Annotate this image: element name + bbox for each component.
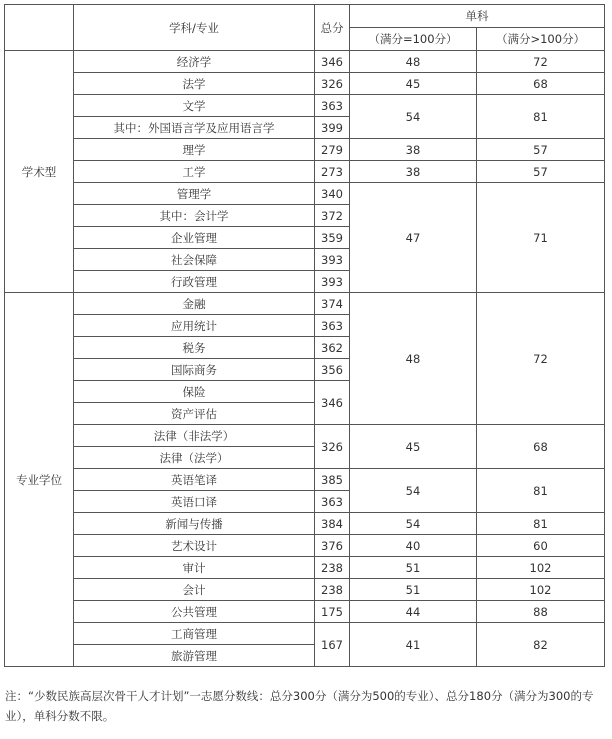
total-cell: 393: [315, 249, 350, 271]
table-row: [5, 557, 605, 579]
subject-cell: 企业管理: [74, 227, 315, 249]
subject-cell: 理学: [74, 139, 315, 161]
singlegt100-cell: 102: [477, 579, 605, 601]
table-row: [5, 183, 605, 205]
subject-cell: 国际商务: [74, 359, 315, 381]
subject-cell: 其中：会计学: [74, 205, 315, 227]
total-cell: 356: [315, 359, 350, 381]
subject-cell: 英语口译: [74, 491, 315, 513]
subject-cell: 审计: [74, 557, 315, 579]
single100-cell: 38: [350, 161, 477, 183]
total-cell: 363: [315, 491, 350, 513]
header-total: 总分: [315, 5, 350, 51]
footnote: 注：“少数民族高层次骨干人才计划”一志愿分数线：总分300分（满分为500的专业）、总分180分（满分为300的专业），单科分数不限。: [5, 689, 594, 723]
single100-cell: 41: [350, 623, 477, 667]
single100-cell: 44: [350, 601, 477, 623]
total-cell: 363: [315, 315, 350, 337]
single100-cell: 45: [350, 73, 477, 95]
singlegt100-cell: 57: [477, 161, 605, 183]
total-cell: 326: [315, 425, 350, 469]
total-cell: 359: [315, 227, 350, 249]
single100-cell: 51: [350, 557, 477, 579]
total-cell: 363: [315, 95, 350, 117]
single100-cell: 48: [350, 293, 477, 425]
subject-cell: 法学: [74, 73, 315, 95]
subject-cell: 公共管理: [74, 601, 315, 623]
subject-cell: 法律（非法学）: [74, 425, 315, 447]
subject-cell: 管理学: [74, 183, 315, 205]
total-cell: 238: [315, 557, 350, 579]
subject-cell: 应用统计: [74, 315, 315, 337]
singlegt100-cell: 57: [477, 139, 605, 161]
subject-cell: 法律（法学）: [74, 447, 315, 469]
total-cell: 175: [315, 601, 350, 623]
header-single: 单科: [350, 5, 605, 28]
total-cell: 346: [315, 51, 350, 73]
single100-cell: 45: [350, 425, 477, 469]
table-row: [5, 623, 605, 645]
total-cell: 346: [315, 381, 350, 425]
subject-cell: 文学: [74, 95, 315, 117]
singlegt100-cell: 72: [477, 293, 605, 425]
subject-cell: 艺术设计: [74, 535, 315, 557]
header-single-100: （满分=100分）: [350, 28, 477, 51]
total-cell: 385: [315, 469, 350, 491]
singlegt100-cell: 88: [477, 601, 605, 623]
singlegt100-cell: 60: [477, 535, 605, 557]
singlegt100-cell: 81: [477, 469, 605, 513]
table-row: [5, 425, 605, 447]
total-cell: 399: [315, 117, 350, 139]
total-cell: 279: [315, 139, 350, 161]
single100-cell: 48: [350, 51, 477, 73]
subject-cell: 资产评估: [74, 403, 315, 425]
total-cell: 167: [315, 623, 350, 667]
single100-cell: 51: [350, 579, 477, 601]
subject-cell: 行政管理: [74, 271, 315, 293]
subject-cell: 保险: [74, 381, 315, 403]
subject-cell: 工商管理: [74, 623, 315, 645]
header-subject: 学科/专业: [74, 5, 315, 51]
total-cell: 273: [315, 161, 350, 183]
table-row: [5, 535, 605, 557]
subject-cell: 英语笔译: [74, 469, 315, 491]
total-cell: 384: [315, 513, 350, 535]
total-cell: 374: [315, 293, 350, 315]
single100-cell: 54: [350, 469, 477, 513]
score-table: [4, 4, 605, 667]
subject-cell: 税务: [74, 337, 315, 359]
subject-cell: 其中：外国语言学及应用语言学: [74, 117, 315, 139]
single100-cell: 47: [350, 183, 477, 293]
table-row: [5, 51, 605, 73]
table-row: [5, 469, 605, 491]
single100-cell: 38: [350, 139, 477, 161]
single100-cell: 54: [350, 513, 477, 535]
single100-cell: 54: [350, 95, 477, 139]
subject-cell: 会计: [74, 579, 315, 601]
subject-cell: 旅游管理: [74, 645, 315, 667]
single100-cell: 40: [350, 535, 477, 557]
header-corner-cell: [5, 5, 74, 51]
singlegt100-cell: 81: [477, 95, 605, 139]
category-professional: 专业学位: [5, 293, 74, 667]
total-cell: 326: [315, 73, 350, 95]
total-cell: 393: [315, 271, 350, 293]
subject-cell: 经济学: [74, 51, 315, 73]
singlegt100-cell: 68: [477, 73, 605, 95]
table-row: [5, 293, 605, 315]
table-row: [5, 139, 605, 161]
singlegt100-cell: 72: [477, 51, 605, 73]
singlegt100-cell: 71: [477, 183, 605, 293]
category-academic: 学术型: [5, 51, 74, 293]
total-cell: 362: [315, 337, 350, 359]
table-row: [5, 601, 605, 623]
header-row: [5, 5, 605, 28]
table-row: [5, 513, 605, 535]
singlegt100-cell: 81: [477, 513, 605, 535]
total-cell: 238: [315, 579, 350, 601]
total-cell: 372: [315, 205, 350, 227]
table-row: [5, 161, 605, 183]
subject-cell: 金融: [74, 293, 315, 315]
total-cell: 340: [315, 183, 350, 205]
header-single-gt100: （满分>100分）: [477, 28, 605, 51]
singlegt100-cell: 102: [477, 557, 605, 579]
singlegt100-cell: 68: [477, 425, 605, 469]
subject-cell: 新闻与传播: [74, 513, 315, 535]
table-row: [5, 579, 605, 601]
singlegt100-cell: 82: [477, 623, 605, 667]
subject-cell: 工学: [74, 161, 315, 183]
table-row: [5, 95, 605, 117]
subject-cell: 社会保障: [74, 249, 315, 271]
total-cell: 376: [315, 535, 350, 557]
table-row: [5, 73, 605, 95]
